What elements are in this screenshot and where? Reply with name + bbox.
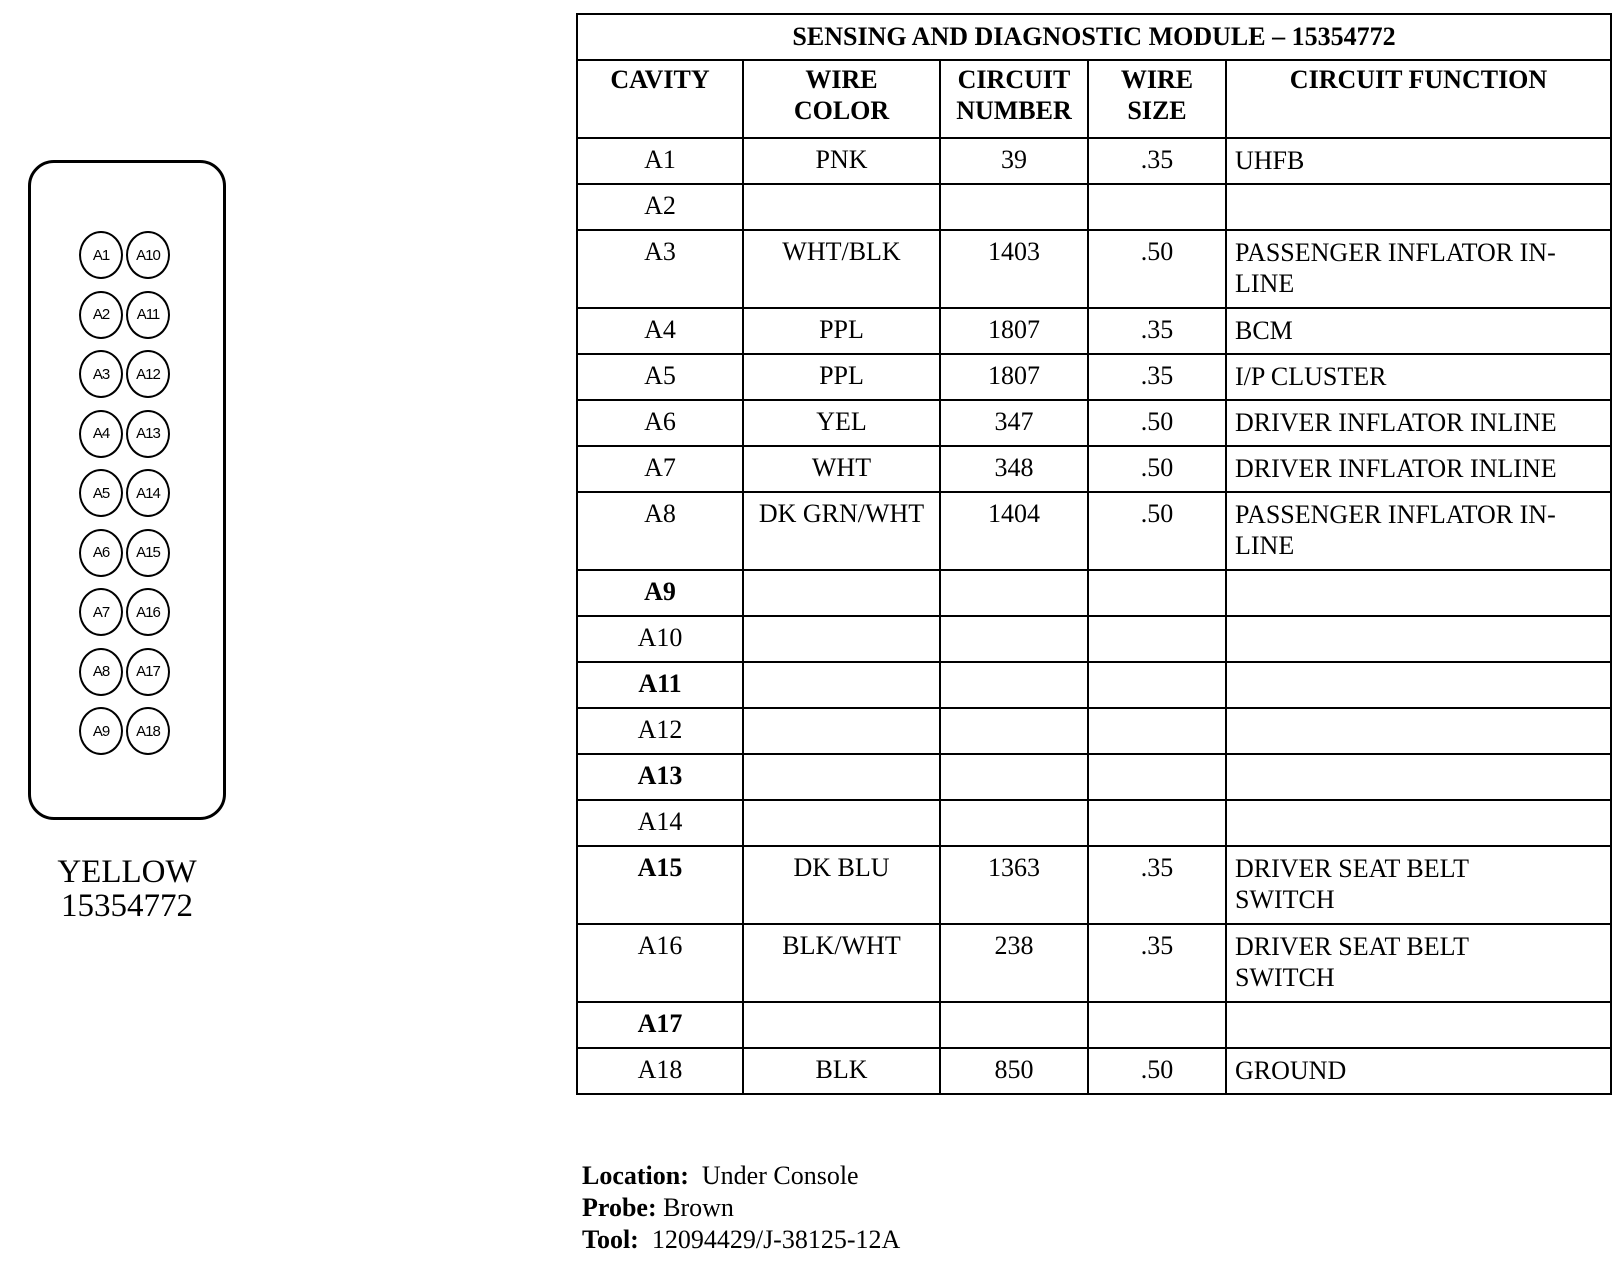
cell-circuit-number: 1403	[940, 230, 1088, 308]
cell-circuit-number: 1363	[940, 846, 1088, 924]
cell-wire-color: WHT	[743, 446, 940, 492]
cell-cavity: A2	[577, 184, 743, 230]
table-row	[577, 570, 1611, 616]
cell-wire-size: .50	[1088, 492, 1226, 570]
header-wire-size: WIRE SIZE	[1088, 60, 1226, 138]
cell-wire-color: PPL	[743, 308, 940, 354]
cell-cavity: A13	[577, 754, 743, 800]
connector-pin-a15: A15	[126, 529, 170, 577]
cell-circuit-number: 1807	[940, 354, 1088, 400]
tool-value: 12094429/J-38125-12A	[651, 1225, 901, 1254]
probe-label: Probe:	[582, 1193, 657, 1222]
cell-wire-color	[743, 1002, 940, 1048]
table-row	[577, 138, 1611, 184]
header-cavity: CAVITY	[577, 60, 743, 138]
connector-pin-a5: A5	[79, 469, 123, 517]
connector-pin-a16: A16	[126, 588, 170, 636]
cell-circuit-function	[1226, 800, 1611, 846]
cell-circuit-function	[1226, 708, 1611, 754]
cell-cavity: A15	[577, 846, 743, 924]
cell-circuit-number: 348	[940, 446, 1088, 492]
cell-cavity: A11	[577, 662, 743, 708]
cell-cavity: A1	[577, 138, 743, 184]
cell-cavity: A17	[577, 1002, 743, 1048]
cell-cavity: A18	[577, 1048, 743, 1094]
cell-circuit-number: 39	[940, 138, 1088, 184]
connector-pin-a13: A13	[126, 410, 170, 458]
cell-circuit-function: BCM	[1226, 308, 1611, 354]
cell-circuit-function	[1226, 616, 1611, 662]
connector-label	[28, 855, 226, 923]
tool-line	[582, 1224, 900, 1256]
cell-wire-color	[743, 708, 940, 754]
connector-pin-a2: A2	[79, 291, 123, 339]
cell-wire-color	[743, 570, 940, 616]
cell-cavity: A14	[577, 800, 743, 846]
cell-circuit-function	[1226, 754, 1611, 800]
table-row	[577, 924, 1611, 1002]
table-row	[577, 800, 1611, 846]
cell-cavity: A4	[577, 308, 743, 354]
location-line	[582, 1160, 900, 1192]
connector-pin-a3: A3	[79, 350, 123, 398]
connector-pin-a10: A10	[126, 231, 170, 279]
cell-wire-color: BLK/WHT	[743, 924, 940, 1002]
table-row	[577, 446, 1611, 492]
connector-pin-a17: A17	[126, 648, 170, 696]
cell-circuit-function: DRIVER SEAT BELT SWITCH	[1226, 846, 1611, 924]
header-circuit-function: CIRCUIT FUNCTION	[1226, 60, 1611, 138]
cell-wire-size	[1088, 754, 1226, 800]
table-row	[577, 184, 1611, 230]
table-row	[577, 308, 1611, 354]
cell-circuit-number	[940, 754, 1088, 800]
cell-wire-color	[743, 800, 940, 846]
cell-circuit-function	[1226, 184, 1611, 230]
table-row	[577, 662, 1611, 708]
cell-circuit-function	[1226, 662, 1611, 708]
cell-wire-color	[743, 754, 940, 800]
cell-wire-size: .50	[1088, 400, 1226, 446]
location-label: Location:	[582, 1161, 689, 1190]
cell-wire-size	[1088, 708, 1226, 754]
probe-value: Brown	[663, 1193, 734, 1222]
table-row	[577, 1002, 1611, 1048]
cell-wire-size	[1088, 800, 1226, 846]
cell-circuit-number: 238	[940, 924, 1088, 1002]
cell-wire-color	[743, 184, 940, 230]
cell-wire-color	[743, 616, 940, 662]
tool-label: Tool:	[582, 1225, 639, 1254]
cell-cavity: A8	[577, 492, 743, 570]
cell-wire-size	[1088, 662, 1226, 708]
cell-wire-size: .35	[1088, 354, 1226, 400]
connector-pin-a1: A1	[79, 231, 123, 279]
connector-pin-a18: A18	[126, 707, 170, 755]
cell-circuit-number	[940, 1002, 1088, 1048]
connector-pin-a4: A4	[79, 410, 123, 458]
probe-line	[582, 1192, 900, 1224]
table-row	[577, 354, 1611, 400]
cell-circuit-function: GROUND	[1226, 1048, 1611, 1094]
cell-wire-size: .35	[1088, 924, 1226, 1002]
table-title: SENSING AND DIAGNOSTIC MODULE – 15354772	[577, 14, 1611, 60]
cell-cavity: A5	[577, 354, 743, 400]
connector-pin-a6: A6	[79, 529, 123, 577]
cell-wire-size: .35	[1088, 138, 1226, 184]
connector-pin-a8: A8	[79, 648, 123, 696]
cell-circuit-number: 1807	[940, 308, 1088, 354]
table-row	[577, 846, 1611, 924]
cell-wire-size: .50	[1088, 446, 1226, 492]
location-block	[582, 1160, 900, 1256]
cell-wire-size	[1088, 184, 1226, 230]
connector-part-number: 15354772	[61, 888, 193, 924]
cell-wire-size: .35	[1088, 308, 1226, 354]
cell-circuit-number	[940, 616, 1088, 662]
header-wire-color: WIRE COLOR	[743, 60, 940, 138]
connector-pin-a12: A12	[126, 350, 170, 398]
cell-cavity: A12	[577, 708, 743, 754]
cell-cavity: A6	[577, 400, 743, 446]
connector-pin-a9: A9	[79, 707, 123, 755]
cell-cavity: A7	[577, 446, 743, 492]
table-row	[577, 1048, 1611, 1094]
cell-wire-size: .50	[1088, 230, 1226, 308]
cell-circuit-function: I/P CLUSTER	[1226, 354, 1611, 400]
cell-circuit-number	[940, 662, 1088, 708]
cell-circuit-function: PASSENGER INFLATOR IN- LINE	[1226, 492, 1611, 570]
cell-circuit-number	[940, 708, 1088, 754]
cell-circuit-function: DRIVER SEAT BELT SWITCH	[1226, 924, 1611, 1002]
connector-pin-a11: A11	[126, 291, 170, 339]
cell-wire-color: DK GRN/WHT	[743, 492, 940, 570]
cell-cavity: A16	[577, 924, 743, 1002]
cell-cavity: A9	[577, 570, 743, 616]
pinout-table	[576, 13, 1612, 1095]
cell-wire-size: .50	[1088, 1048, 1226, 1094]
cell-wire-color: PPL	[743, 354, 940, 400]
table-row	[577, 754, 1611, 800]
cell-cavity: A10	[577, 616, 743, 662]
cell-wire-color: WHT/BLK	[743, 230, 940, 308]
cell-circuit-function	[1226, 1002, 1611, 1048]
cell-circuit-number: 850	[940, 1048, 1088, 1094]
connector-pin-a14: A14	[126, 469, 170, 517]
cell-wire-size	[1088, 570, 1226, 616]
cell-circuit-number	[940, 184, 1088, 230]
cell-circuit-number	[940, 800, 1088, 846]
cell-wire-color: DK BLU	[743, 846, 940, 924]
table-row	[577, 492, 1611, 570]
cell-wire-size: .35	[1088, 846, 1226, 924]
header-circuit-number: CIRCUIT NUMBER	[940, 60, 1088, 138]
cell-circuit-function	[1226, 570, 1611, 616]
cell-cavity: A3	[577, 230, 743, 308]
cell-wire-size	[1088, 1002, 1226, 1048]
connector-face	[28, 160, 226, 820]
cell-wire-color: BLK	[743, 1048, 940, 1094]
cell-circuit-function: DRIVER INFLATOR INLINE	[1226, 400, 1611, 446]
cell-wire-color: YEL	[743, 400, 940, 446]
location-value: Under Console	[701, 1161, 859, 1190]
table-row	[577, 616, 1611, 662]
cell-circuit-function: DRIVER INFLATOR INLINE	[1226, 446, 1611, 492]
table-row	[577, 708, 1611, 754]
cell-circuit-function: UHFB	[1226, 138, 1611, 184]
cell-circuit-function: PASSENGER INFLATOR IN- LINE	[1226, 230, 1611, 308]
cell-wire-color	[743, 662, 940, 708]
cell-wire-size	[1088, 616, 1226, 662]
connector-color: YELLOW	[57, 854, 197, 890]
cell-wire-color: PNK	[743, 138, 940, 184]
table-row	[577, 230, 1611, 308]
connector-pin-a7: A7	[79, 588, 123, 636]
cell-circuit-number: 347	[940, 400, 1088, 446]
table-row	[577, 400, 1611, 446]
cell-circuit-number: 1404	[940, 492, 1088, 570]
cell-circuit-number	[940, 570, 1088, 616]
